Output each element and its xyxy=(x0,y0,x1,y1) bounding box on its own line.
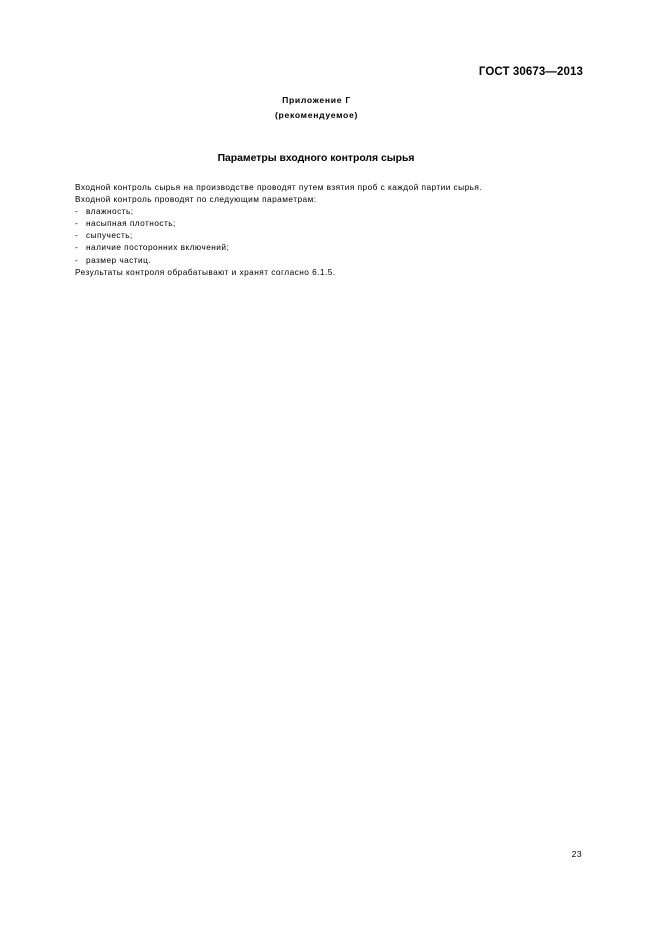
parameters-lead: Входной контроль проводят по следующим параметрам: xyxy=(75,194,317,205)
list-item-text: размер частиц. xyxy=(86,254,152,265)
list-item-text: насыпная плотность; xyxy=(86,218,176,229)
list-item xyxy=(75,217,585,229)
list-item-text: влажность; xyxy=(86,206,134,217)
page-number: 23 xyxy=(571,849,582,859)
list-dash: - xyxy=(75,206,79,217)
list-item xyxy=(75,241,585,253)
list-dash: - xyxy=(75,254,79,265)
list-item-text: сыпучесть; xyxy=(86,230,133,241)
appendix-status: (рекомендуемое) xyxy=(274,110,359,120)
appendix-heading xyxy=(0,93,633,123)
list-item-text: наличие посторонних включений; xyxy=(86,242,230,253)
document-code: ГОСТ 30673—2013 xyxy=(478,66,583,78)
parameters-list xyxy=(75,205,585,265)
list-item xyxy=(75,254,585,266)
list-dash: - xyxy=(75,242,79,253)
intro-paragraph: Входной контроль сырья на производстве проводят путем взятия проб с каждой партии сырья. xyxy=(75,182,483,192)
section-title: Параметры входного контроля сырья xyxy=(217,153,415,164)
list-item xyxy=(75,205,585,217)
list-dash: - xyxy=(75,218,79,229)
list-dash: - xyxy=(75,230,79,241)
appendix-title: Приложение Г xyxy=(282,95,351,105)
conclusion-paragraph: Результаты контроля обрабатывают и хранят согласно 6.1.5. xyxy=(75,266,336,277)
body-text xyxy=(75,181,585,278)
list-item xyxy=(75,229,585,241)
